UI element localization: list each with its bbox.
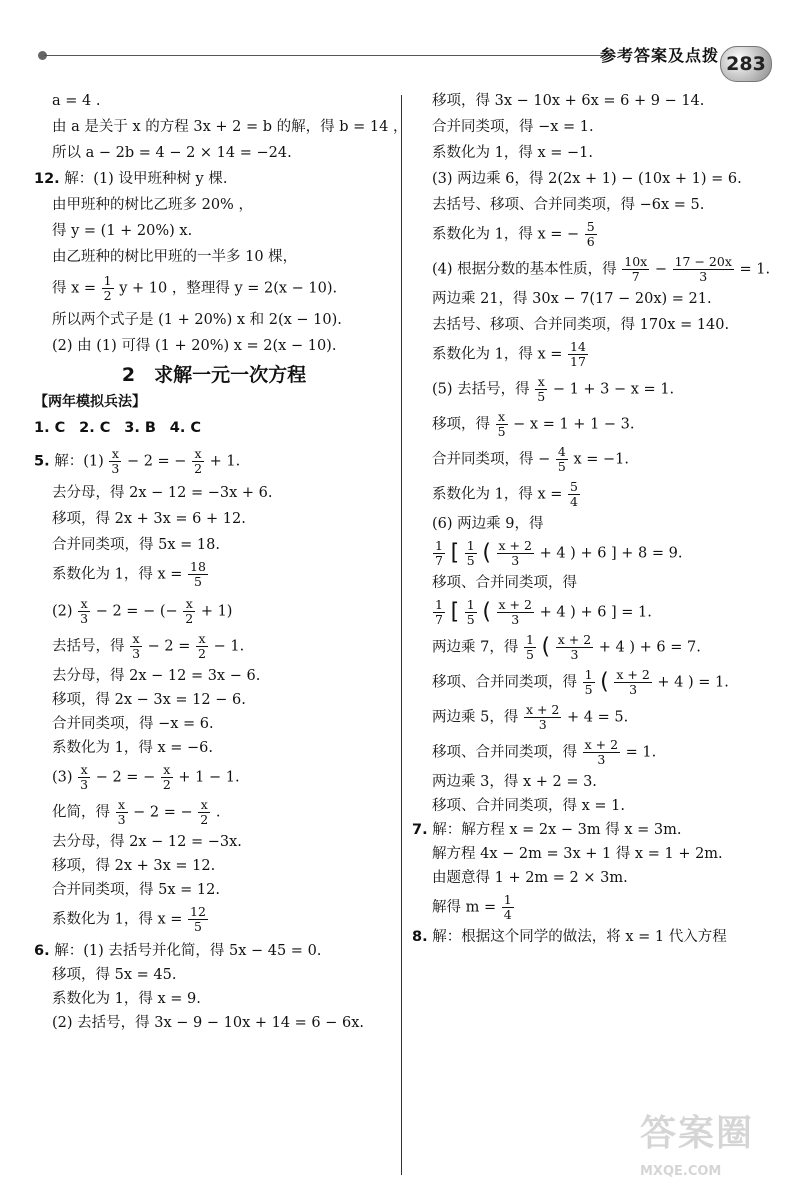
column-divider bbox=[401, 95, 402, 1175]
fraction bbox=[433, 539, 445, 568]
text-line bbox=[432, 290, 782, 308]
text: 合并同类项，得 −x = 1. bbox=[432, 119, 594, 135]
text: 移项，得 5x = 45. bbox=[52, 967, 177, 983]
text-line bbox=[34, 990, 394, 1008]
text: 合并同类项，得 − bbox=[432, 451, 551, 468]
text-line bbox=[432, 574, 782, 592]
numerator: x + 2 bbox=[584, 737, 619, 752]
text: 系数化为 1，得 x = −6. bbox=[52, 740, 213, 756]
text: 移项、合并同类项，得 bbox=[432, 674, 577, 691]
denominator: 3 bbox=[597, 752, 606, 767]
text-line bbox=[34, 667, 394, 685]
text: 移项，得 2x + 3x = 12. bbox=[52, 858, 216, 874]
denominator: 5 bbox=[497, 424, 506, 439]
numerator: 12 bbox=[190, 904, 206, 919]
text: 移项、合并同类项，得 x = 1. bbox=[432, 798, 625, 814]
denominator: 3 bbox=[538, 717, 547, 732]
denominator: 3 bbox=[511, 553, 520, 568]
text: 得 y = (1 + 20%) x. bbox=[52, 223, 193, 239]
question-number: 5. bbox=[34, 453, 50, 470]
text-line bbox=[34, 857, 394, 875]
text-line bbox=[34, 510, 394, 528]
text: 由甲班种的树比乙班多 20% ， bbox=[52, 197, 253, 213]
text: 解：(1) bbox=[54, 453, 104, 470]
denominator: 2 bbox=[103, 288, 112, 303]
text: + 1) bbox=[200, 603, 233, 620]
numerator: 17 − 20x bbox=[674, 254, 732, 269]
denominator: 3 bbox=[117, 812, 126, 827]
equation-line bbox=[432, 340, 782, 369]
fraction bbox=[183, 597, 195, 626]
open-paren: ( bbox=[482, 599, 491, 625]
right-column bbox=[412, 90, 782, 946]
numerator: 1 bbox=[435, 538, 443, 553]
header-title: 参考答案及点拨 bbox=[600, 46, 720, 65]
denominator: 3 bbox=[699, 269, 708, 284]
text-line bbox=[34, 739, 394, 757]
text: + 4 ) bbox=[598, 639, 636, 656]
text-line bbox=[432, 170, 782, 188]
text: 移项、合并同类项，得 bbox=[432, 744, 577, 761]
text: a = 4 . bbox=[52, 93, 101, 109]
watermark-logo bbox=[640, 1105, 800, 1195]
fraction bbox=[585, 220, 597, 249]
open-paren: ( bbox=[482, 540, 491, 566]
denominator: 5 bbox=[557, 459, 566, 474]
fraction bbox=[198, 798, 210, 827]
text: + 6 = 7. bbox=[639, 639, 701, 656]
text-line bbox=[432, 773, 782, 791]
text: 由 a 是关于 x 的方程 3x + 2 = b 的解，得 b = 14 ， bbox=[52, 119, 408, 135]
text-line bbox=[432, 845, 782, 863]
text-line bbox=[432, 92, 782, 110]
watermark-text: 答案圈 bbox=[640, 1113, 755, 1154]
text: 去括号，得 bbox=[52, 638, 125, 655]
text-line bbox=[34, 484, 394, 502]
text: 移项，得 3x − 10x + 6x = 6 + 9 − 14. bbox=[432, 93, 705, 109]
text: 解得 m = bbox=[432, 899, 497, 916]
denominator: 17 bbox=[570, 354, 586, 369]
numerator: x bbox=[78, 763, 90, 778]
text: + 6 ] bbox=[580, 545, 617, 562]
equation-line bbox=[432, 703, 782, 732]
numerator: x bbox=[198, 798, 210, 813]
equation-line bbox=[34, 905, 394, 934]
text: − 1. bbox=[213, 638, 245, 655]
text: 解：(1) 设甲班种树 y 棵. bbox=[64, 171, 228, 187]
text: 去括号、移项、合并同类项，得 170x = 140. bbox=[432, 317, 730, 333]
fraction bbox=[465, 598, 477, 627]
watermark-url: MXQE.COM bbox=[640, 1164, 722, 1179]
text: 由题意得 1 + 2m = 2 × 3m. bbox=[432, 870, 628, 886]
numerator: x bbox=[130, 632, 142, 647]
numerator: 1 bbox=[503, 892, 512, 907]
answer-3: 3. B bbox=[124, 420, 156, 436]
text: 化简，得 bbox=[52, 804, 110, 821]
text: + 4 ) bbox=[539, 604, 576, 621]
fraction bbox=[614, 668, 651, 697]
fraction bbox=[188, 560, 208, 589]
text: 解：解方程 x = 2x − 3m 得 x = 3m. bbox=[432, 822, 682, 838]
fraction bbox=[465, 539, 477, 568]
fraction bbox=[116, 798, 128, 827]
open-bracket: [ bbox=[450, 599, 460, 625]
text: = 1. bbox=[625, 744, 657, 761]
equation-line bbox=[432, 893, 782, 922]
text-line bbox=[34, 715, 394, 733]
denominator: 5 bbox=[466, 553, 475, 568]
text-line bbox=[34, 222, 394, 240]
text-line bbox=[34, 118, 408, 136]
numerator: x bbox=[196, 632, 208, 647]
text: 所以 a − 2b = 4 − 2 × 14 = −24. bbox=[52, 145, 292, 161]
numerator: 10x bbox=[624, 254, 648, 269]
text: − 2 = − (− bbox=[95, 603, 178, 620]
equation-line bbox=[432, 633, 782, 662]
numerator: x + 2 bbox=[557, 632, 592, 647]
text-line bbox=[34, 1014, 394, 1032]
equation-line bbox=[432, 598, 782, 627]
fraction bbox=[524, 703, 561, 732]
text: (2) bbox=[52, 603, 73, 620]
text: 解：根据这个同学的做法，将 x = 1 代入方程 bbox=[432, 929, 727, 945]
text: (2) 由 (1) 可得 (1 + 20%) x = 2(x − 10). bbox=[52, 338, 337, 354]
numerator: x bbox=[109, 447, 121, 462]
denominator: 5 bbox=[584, 682, 593, 697]
numerator: 5 bbox=[570, 479, 578, 494]
text: 系数化为 1，得 x = bbox=[432, 486, 563, 503]
text-line bbox=[432, 797, 782, 815]
numerator: 14 bbox=[570, 339, 586, 354]
equation-line bbox=[432, 410, 782, 439]
page-number: 283 bbox=[726, 53, 766, 75]
question-6 bbox=[34, 942, 394, 960]
numerator: x bbox=[116, 798, 128, 813]
question-5-part-1 bbox=[34, 447, 394, 476]
text: 两边乘 7，得 bbox=[432, 639, 519, 656]
text: = 1. bbox=[739, 261, 771, 278]
text: 系数化为 1，得 x = − bbox=[432, 226, 580, 243]
fraction bbox=[524, 633, 536, 662]
equation-line bbox=[432, 220, 782, 249]
fraction bbox=[196, 632, 208, 661]
text: − bbox=[654, 261, 667, 278]
fraction bbox=[192, 447, 204, 476]
equation-line bbox=[432, 480, 782, 509]
numerator: x + 2 bbox=[498, 538, 532, 553]
text: − 2 = − bbox=[95, 769, 156, 786]
text: 解方程 4x − 2m = 3x + 1 得 x = 1 + 2m. bbox=[432, 846, 723, 862]
numerator: 1 bbox=[525, 632, 534, 647]
fraction bbox=[556, 633, 593, 662]
denominator: 3 bbox=[570, 647, 579, 662]
open-bracket: [ bbox=[450, 540, 460, 566]
numerator: x bbox=[161, 763, 173, 778]
answer-1: 1. C bbox=[34, 420, 66, 436]
fraction bbox=[78, 597, 90, 626]
numerator: 4 bbox=[557, 444, 566, 459]
denominator: 4 bbox=[570, 494, 578, 509]
text: 去分母，得 2x − 12 = −3x. bbox=[52, 834, 242, 850]
text: 合并同类项，得 5x = 12. bbox=[52, 882, 220, 898]
fraction bbox=[568, 480, 580, 509]
text: (4) 根据分数的基本性质，得 bbox=[432, 261, 617, 278]
numerator: x + 2 bbox=[525, 702, 560, 717]
text-line bbox=[34, 833, 394, 851]
numerator: 18 bbox=[190, 559, 206, 574]
numerator: 1 bbox=[466, 538, 475, 553]
denominator: 3 bbox=[111, 461, 120, 476]
text-line bbox=[34, 881, 394, 899]
text: y + 10 ，整理得 y = 2(x − 10). bbox=[119, 280, 338, 297]
text: 系数化为 1，得 x = bbox=[52, 911, 183, 928]
answer-2: 2. C bbox=[79, 420, 111, 436]
text: + 4 ) bbox=[539, 545, 576, 562]
question-5-part-2 bbox=[34, 597, 394, 626]
equation-line bbox=[34, 798, 394, 827]
fraction bbox=[78, 763, 90, 792]
text: 移项，得 bbox=[432, 416, 490, 433]
numerator: x bbox=[183, 597, 195, 612]
text-line bbox=[34, 196, 394, 214]
text-line bbox=[34, 92, 394, 110]
equation-line bbox=[34, 274, 394, 303]
denominator: 3 bbox=[629, 682, 638, 697]
text-line bbox=[432, 196, 782, 214]
denominator: 3 bbox=[132, 646, 141, 661]
denominator: 5 bbox=[525, 647, 534, 662]
text: = 1. bbox=[621, 604, 652, 621]
equation-line bbox=[432, 375, 782, 404]
text: . bbox=[215, 804, 221, 821]
denominator: 2 bbox=[194, 461, 203, 476]
question-7 bbox=[412, 821, 782, 839]
text: 两边乘 5，得 bbox=[432, 709, 519, 726]
numerator: x + 2 bbox=[498, 597, 532, 612]
text: 由乙班种的树比甲班的一半多 10 棵， bbox=[52, 249, 298, 265]
equation-line bbox=[432, 738, 782, 767]
text: 合并同类项，得 5x = 18. bbox=[52, 537, 220, 553]
text: 移项，得 2x + 3x = 6 + 12. bbox=[52, 511, 246, 527]
numerator: 1 bbox=[103, 273, 112, 288]
text: − 2 = − bbox=[133, 804, 193, 821]
denominator: 3 bbox=[511, 612, 520, 627]
text: 移项、合并同类项，得 bbox=[432, 575, 577, 591]
numerator: 1 bbox=[584, 667, 593, 682]
text-line bbox=[34, 248, 394, 266]
text: 系数化为 1，得 x = bbox=[432, 346, 563, 363]
text: 去分母，得 2x − 12 = −3x + 6. bbox=[52, 485, 273, 501]
text: + 1 − 1. bbox=[178, 769, 240, 786]
fraction bbox=[556, 445, 568, 474]
equation-line bbox=[34, 560, 394, 589]
equation-line bbox=[432, 539, 782, 568]
text: + 6 ] bbox=[580, 604, 617, 621]
section-title: 2 求解一元一次方程 bbox=[121, 364, 307, 386]
text: (6) 两边乘 9，得 bbox=[432, 516, 544, 532]
fraction bbox=[102, 274, 114, 303]
text: + 1. bbox=[209, 453, 241, 470]
denominator: 3 bbox=[80, 611, 89, 626]
denominator: 7 bbox=[435, 612, 443, 627]
text: − 2 = − bbox=[126, 453, 187, 470]
text: + 8 = 9. bbox=[621, 545, 683, 562]
numerator: x bbox=[78, 597, 90, 612]
fraction bbox=[188, 905, 208, 934]
equation-line bbox=[432, 255, 782, 284]
numerator: 5 bbox=[586, 219, 595, 234]
text: 系数化为 1，得 x = 9. bbox=[52, 991, 201, 1007]
numerator: x bbox=[192, 447, 204, 462]
fraction bbox=[583, 668, 595, 697]
text-line bbox=[432, 144, 782, 162]
denominator: 6 bbox=[586, 234, 595, 249]
open-paren: ( bbox=[541, 634, 551, 660]
fraction bbox=[109, 447, 121, 476]
numerator: 1 bbox=[435, 597, 443, 612]
text: (3) 两边乘 6，得 2(2x + 1) − (10x + 1) = 6. bbox=[432, 171, 742, 187]
open-paren: ( bbox=[600, 669, 609, 695]
text-line bbox=[34, 311, 394, 329]
text-line bbox=[34, 966, 394, 984]
header-rule bbox=[44, 55, 614, 56]
text: (2) 去括号，得 3x − 9 − 10x + 14 = 6 − 6x. bbox=[52, 1015, 365, 1031]
fraction bbox=[622, 255, 649, 284]
page-header bbox=[30, 38, 780, 88]
denominator: 5 bbox=[193, 574, 202, 589]
fraction bbox=[583, 738, 620, 767]
text: − 1 + 3 − x = 1. bbox=[552, 381, 675, 398]
numerator: x + 2 bbox=[616, 667, 650, 682]
text: − 2 = bbox=[147, 638, 191, 655]
question-8 bbox=[412, 928, 782, 946]
equation-line bbox=[432, 445, 782, 474]
left-column bbox=[34, 90, 408, 1032]
denominator: 2 bbox=[162, 777, 171, 792]
text: 合并同类项，得 −x = 6. bbox=[52, 716, 214, 732]
text: 得 x = bbox=[52, 280, 97, 297]
denominator: 5 bbox=[537, 389, 546, 404]
fraction bbox=[502, 893, 514, 922]
denominator: 5 bbox=[466, 612, 475, 627]
text: 去分母，得 2x − 12 = 3x − 6. bbox=[52, 668, 261, 684]
text: 两边乘 21，得 30x − 7(17 − 20x) = 21. bbox=[432, 291, 712, 307]
text: 解：(1) 去括号并化简，得 5x − 45 = 0. bbox=[54, 943, 322, 959]
answer-4: 4. C bbox=[169, 420, 202, 436]
page-number-badge bbox=[720, 46, 772, 82]
text: 系数化为 1，得 x = bbox=[52, 566, 183, 583]
fraction bbox=[496, 410, 508, 439]
text-line bbox=[432, 118, 782, 136]
multiple-choice-answers bbox=[34, 419, 394, 437]
fraction bbox=[497, 539, 534, 568]
question-number: 7. bbox=[412, 822, 428, 838]
text-line bbox=[34, 337, 394, 355]
subsection-title: 【两年模拟兵法】 bbox=[34, 394, 146, 410]
text: + 4 ) bbox=[657, 674, 694, 691]
denominator: 7 bbox=[435, 553, 443, 568]
fraction bbox=[161, 763, 173, 792]
numerator: 1 bbox=[466, 597, 475, 612]
denominator: 2 bbox=[198, 646, 206, 661]
denominator: 2 bbox=[200, 812, 209, 827]
denominator: 7 bbox=[631, 269, 640, 284]
text: 移项，得 2x − 3x = 12 − 6. bbox=[52, 692, 246, 708]
text-line bbox=[432, 515, 782, 533]
fraction bbox=[130, 632, 142, 661]
text-line bbox=[432, 869, 782, 887]
text: + 4 = 5. bbox=[567, 709, 629, 726]
text: 所以两个式子是 (1 + 20%) x 和 2(x − 10). bbox=[52, 312, 342, 328]
fraction bbox=[568, 340, 588, 369]
text-line bbox=[34, 144, 394, 162]
text-line bbox=[432, 316, 782, 334]
numerator: x bbox=[535, 375, 547, 390]
text: 两边乘 3，得 x + 2 = 3. bbox=[432, 774, 597, 790]
question-number: 6. bbox=[34, 943, 50, 959]
denominator: 4 bbox=[503, 907, 512, 922]
fraction bbox=[673, 255, 734, 284]
text: 去括号、移项、合并同类项，得 −6x = 5. bbox=[432, 197, 705, 213]
text: (5) 去括号，得 bbox=[432, 381, 530, 398]
text: x = −1. bbox=[573, 451, 629, 468]
fraction bbox=[433, 598, 445, 627]
text-line bbox=[34, 536, 394, 554]
question-number: 12. bbox=[34, 171, 60, 187]
text: = 1. bbox=[698, 674, 729, 691]
equation-line bbox=[432, 668, 782, 697]
text: 系数化为 1，得 x = −1. bbox=[432, 145, 593, 161]
text-line bbox=[34, 691, 394, 709]
question-number: 8. bbox=[412, 929, 428, 945]
question-5-part-3 bbox=[34, 763, 394, 792]
fraction bbox=[497, 598, 534, 627]
fraction bbox=[535, 375, 547, 404]
denominator: 5 bbox=[193, 919, 202, 934]
equation-line bbox=[34, 632, 394, 661]
text: − x = 1 + 1 − 3. bbox=[513, 416, 635, 433]
numerator: x bbox=[496, 410, 508, 425]
text: (3) bbox=[52, 769, 73, 786]
denominator: 2 bbox=[185, 611, 194, 626]
question-12 bbox=[34, 170, 394, 188]
denominator: 3 bbox=[80, 777, 89, 792]
